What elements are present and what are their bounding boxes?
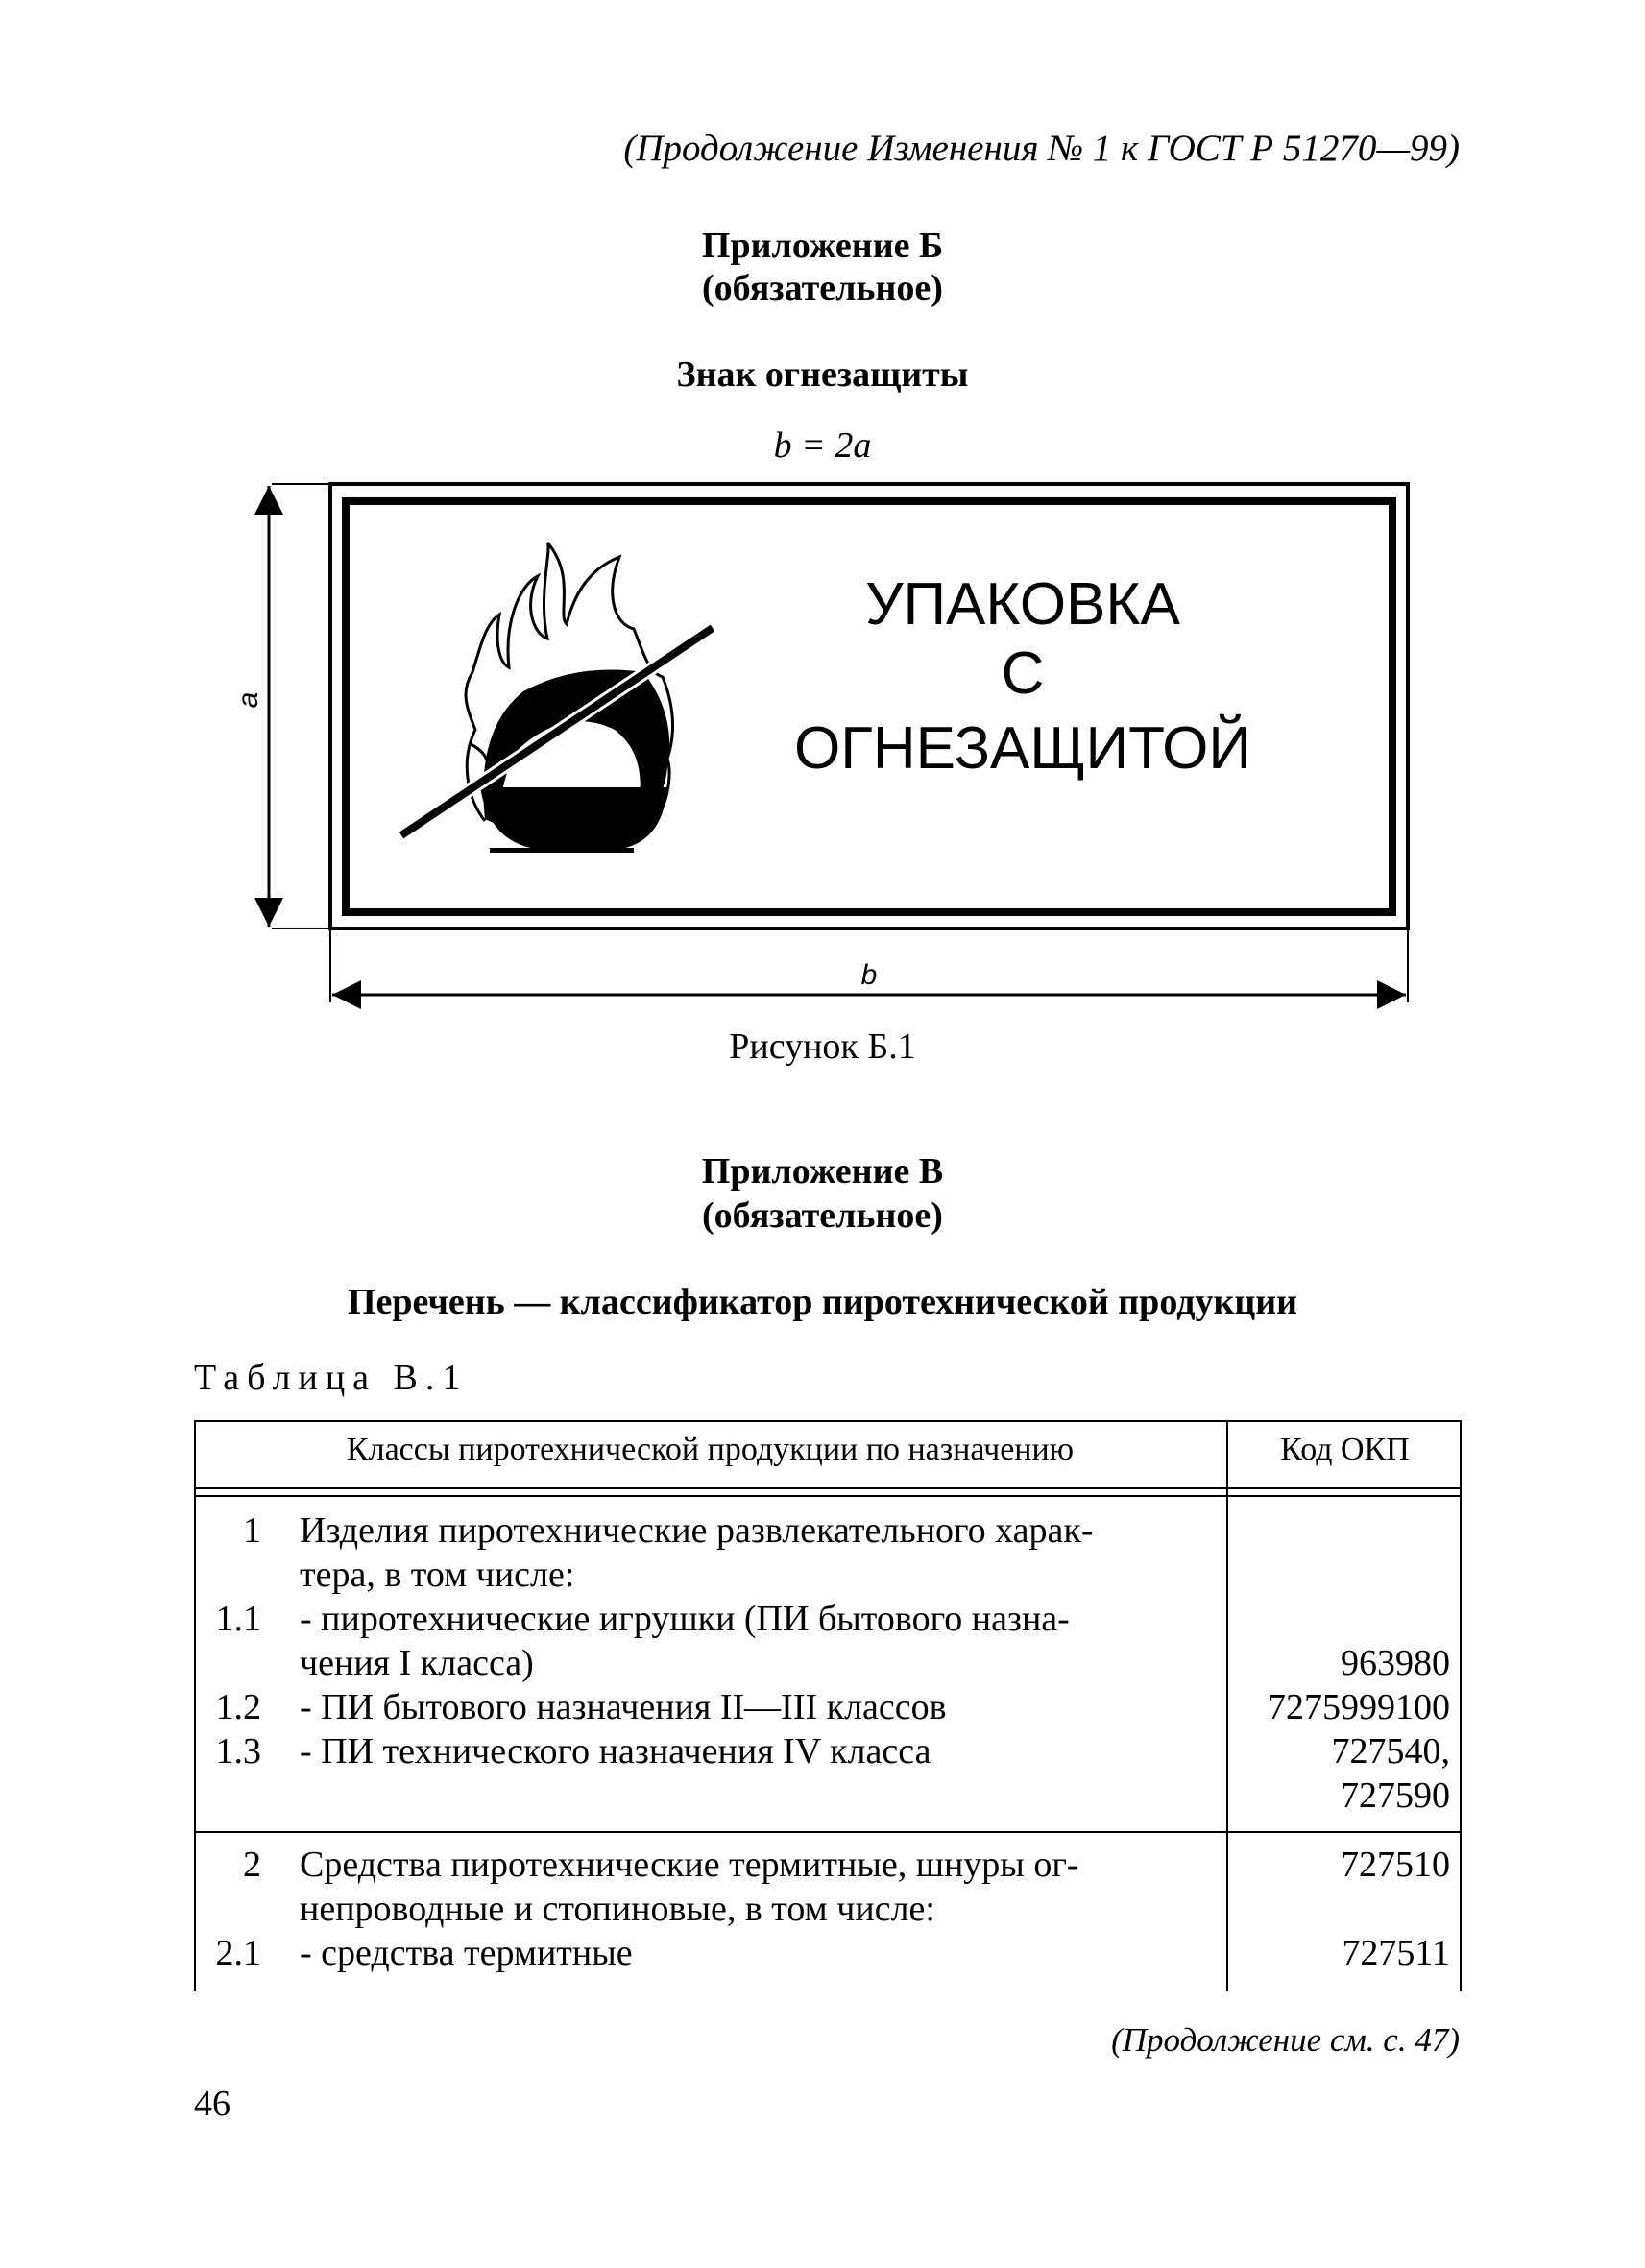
- dimension-formula: b = 2a: [773, 425, 872, 466]
- sign-text-line-1: УПАКОВКА: [865, 571, 1180, 638]
- dimension-a-label: a: [232, 691, 264, 709]
- row-number: 1.3: [215, 1731, 261, 1772]
- row-text: чения I класса): [300, 1643, 534, 1683]
- table-label: Таблица В.1: [194, 1358, 469, 1398]
- appendix-b-heading: Знак огнезащиты: [676, 354, 969, 395]
- okp-code: 963980: [1341, 1643, 1450, 1683]
- appendix-v-heading: Перечень — классификатор пиротехнической продукции: [347, 1282, 1298, 1322]
- sign-text-line-3: ОГНЕЗАЩИТОЙ: [794, 715, 1251, 782]
- sign-outer-frame: [330, 484, 1408, 929]
- row-number: 2.1: [215, 1933, 261, 1973]
- okp-code: 727540,: [1331, 1731, 1450, 1772]
- row-number: 1: [243, 1510, 261, 1551]
- no-fire-icon: [401, 543, 713, 853]
- okp-code: 727510: [1341, 1845, 1450, 1885]
- column-header-classes: Классы пиротехнической продукции по назначению: [346, 1432, 1075, 1467]
- row-number: 1.1: [215, 1599, 261, 1639]
- row-text: непроводные и стопиновые, в том числе:: [300, 1889, 935, 1929]
- appendix-v-title: Приложение В: [701, 1151, 944, 1192]
- appendix-b-status: (обязательное): [702, 268, 943, 308]
- fire-protection-sign-figure: [0, 0, 1645, 1018]
- dimension-b-label: b: [860, 959, 878, 991]
- footer-continuation: (Продолжение см. с. 47): [1111, 2021, 1460, 2059]
- row-text: - ПИ технического назначения IV класса: [300, 1731, 931, 1772]
- appendix-v-status: (обязательное): [702, 1195, 943, 1236]
- row-number: 1.2: [215, 1687, 261, 1727]
- row-text: - пиротехнические игрушки (ПИ бытового назна-: [300, 1599, 1070, 1639]
- row-text: - средства термитные: [300, 1933, 633, 1973]
- row-number: 2: [243, 1845, 261, 1885]
- okp-code: 727590: [1341, 1775, 1450, 1816]
- page-number: 46: [194, 2084, 230, 2124]
- okp-code: 7275999100: [1268, 1687, 1450, 1727]
- row-text: тера, в том числе:: [300, 1555, 575, 1595]
- row-text: Средства пиротехнические термитные, шнуры ог-: [300, 1845, 1079, 1885]
- figure-caption: Рисунок Б.1: [729, 1026, 916, 1067]
- column-header-okp: Код ОКП: [1280, 1432, 1410, 1467]
- row-text: - ПИ бытового назначения II—III классов: [300, 1687, 947, 1727]
- okp-code: 727511: [1342, 1933, 1450, 1973]
- row-text: Изделия пиротехнические развлекательного харак-: [300, 1510, 1094, 1551]
- appendix-b-title: Приложение Б: [701, 226, 944, 266]
- sign-text-line-2: С: [1001, 640, 1045, 707]
- header-continuation: (Продолжение Изменения № 1 к ГОСТ Р 51270—99): [623, 128, 1460, 169]
- classifier-table: [194, 1420, 1462, 1991]
